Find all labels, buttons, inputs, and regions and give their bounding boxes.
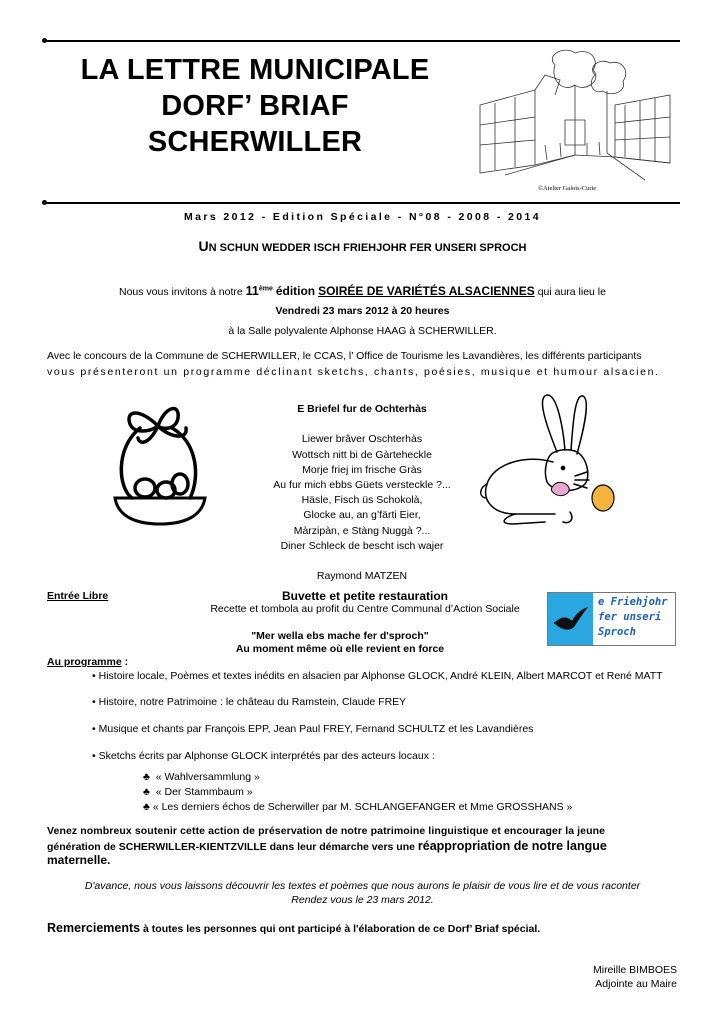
poem-line-6: Glocke au, an g’färti Eier, xyxy=(303,509,421,522)
buvette-title: Buvette et petite restauration xyxy=(281,589,449,603)
masthead-line-2: DORF’ BRIAF xyxy=(161,90,349,122)
easter-egg-basket-illustration xyxy=(110,398,210,528)
subtitle-initial: U xyxy=(198,238,209,254)
programme-item-4-text: Sketchs écrits par Alphonse GLOCK interprétés par des acteurs locaux : xyxy=(98,750,435,762)
programme-label: Au programme xyxy=(47,656,122,668)
programme-item-2 xyxy=(92,696,406,708)
programme-item-1 xyxy=(92,670,663,682)
masthead-line-1: LA LETTRE MUNICIPALE xyxy=(80,54,430,86)
programme-item-3-text: Musique et chants par François EPP, Jean Paul FREY, Fernand SCHULTZ et les Lavandières xyxy=(98,723,534,735)
friehjohr-logo xyxy=(547,592,676,646)
club-icon: ♣ xyxy=(143,786,150,798)
edition-superscript: ème xyxy=(258,285,273,293)
programme-colon: : xyxy=(121,656,129,668)
quote-line-2: Au moment même où elle revient en force xyxy=(235,643,445,655)
bullet-icon: • xyxy=(92,750,96,762)
event-venue: à la Salle polyvalente Alphonse HAAG à SCHERWILLER. xyxy=(228,325,497,337)
partners-line-2: vous présenteront un programme déclinant sketchs, chants, poésies, musique et humour alsacien. xyxy=(47,366,660,378)
village-street-sketch-illustration xyxy=(475,45,675,185)
sketch-item-3 xyxy=(143,801,572,813)
signature-role: Adjointe au Maire xyxy=(595,978,677,990)
appeal-line-3: maternelle. xyxy=(47,853,111,867)
sketch-item-2 xyxy=(143,786,253,798)
quote-line-1: "Mer wella ebs mache fer d'sproch" xyxy=(251,630,429,642)
appeal-line-2b: réappropriation de notre langue xyxy=(417,839,607,853)
bullet-icon: • xyxy=(92,670,96,682)
easter-rabbit-illustration xyxy=(475,392,620,527)
logo-text-line-1: e Friehjohr xyxy=(598,596,668,608)
appeal-line-2a: génération de SCHERWILLER-KIENTZVILLE dans leur démarche vers une xyxy=(47,841,415,853)
programme-item-3 xyxy=(92,723,533,735)
edition-line: Mars 2012 - Edition Spéciale - N°08 - 2008 - 2014 xyxy=(184,211,541,223)
poem-title: E Briefel fur de Ochterhàs xyxy=(297,403,427,415)
top-rule xyxy=(45,40,680,42)
partners-line-1: Avec le concours de la Commune de SCHERWILLER, le CCAS, l’ Office de Tourisme les Lavandières, les différents participants xyxy=(47,350,642,362)
bullet-icon: • xyxy=(92,723,96,735)
logo-text xyxy=(598,595,668,640)
buvette-subtitle: Recette et tombola au profit du Centre Communal d’Action Sociale xyxy=(210,603,520,615)
programme-item-4 xyxy=(92,750,435,762)
closing-line-1: D'avance, nous vous laissons découvrir les textes et poèmes que nous aurons le plaisir de vous lire et de vous raconter xyxy=(84,880,641,892)
sketch-item-2-text: « Der Stammbaum » xyxy=(155,786,253,798)
entree-libre: Entrée Libre xyxy=(47,590,109,602)
appeal-line-2 xyxy=(47,839,682,853)
club-icon: ♣ xyxy=(143,771,150,783)
programme-heading xyxy=(47,656,128,668)
programme-item-2-text: Histoire, notre Patrimoine : le château du Ramstein, Claude FREY xyxy=(98,696,407,708)
poem-block xyxy=(212,402,512,584)
poem-line-2: Wottsch nitt bi de Gàrteheckle xyxy=(292,448,432,461)
club-icon: ♣ xyxy=(143,801,150,813)
bird-logo-icon xyxy=(548,593,593,645)
event-date-time: Vendredi 23 mars 2012 à 20 heures xyxy=(275,305,450,317)
logo-text-line-2: fer unseri xyxy=(598,611,662,623)
programme-item-1-text: Histoire locale, Poèmes et textes inédits en alsacien par Alphonse GLOCK, André KLEIN, Albert MARCOT et René MATT xyxy=(98,670,663,682)
closing-line-2: Rendez vous le 23 mars 2012. xyxy=(291,894,434,906)
edition-number: 11 xyxy=(245,284,259,298)
invitation-line xyxy=(0,284,725,298)
poem-line-1: Liewer brâver Oschterhàs xyxy=(301,433,423,446)
illustration-credit: ©Atelier Galois-Curie xyxy=(538,185,597,192)
thanks-rest: à toutes les personnes qui ont participé à l'élaboration de ce Dorf’ Briaf spécial. xyxy=(143,923,541,935)
subtitle-rest: N SCHUN WEDDER ISCH FRIEHJOHR FER UNSERI SPROCH xyxy=(208,242,527,254)
sketch-item-1-text: « Wahlversammlung » xyxy=(155,771,260,783)
poem-line-5: Häsle, Fisch üs Schokolà, xyxy=(301,494,423,507)
poem-line-3: Morje friej im frische Gràs xyxy=(302,463,422,476)
poem-line-4: Au fur mich ebbs Güets versteckle ?... xyxy=(273,479,451,492)
sketch-item-1 xyxy=(143,771,260,783)
sketch-item-3-text: « Les derniers échos de Scherwiller par M. SCHLANGEFANGER et Mme GROSSHANS » xyxy=(152,801,573,813)
thanks-word: Remerciements xyxy=(47,921,141,935)
poem-line-7: Màrzipàn, e Stàng Nuggà ?... xyxy=(293,524,431,537)
appeal-line-1: Venez nombreux soutenir cette action de préservation de notre patrimoine linguistique et encourager la jeune xyxy=(47,825,606,837)
logo-text-line-3: Sproch xyxy=(598,626,636,638)
bullet-icon: • xyxy=(92,696,96,708)
second-rule xyxy=(45,202,680,204)
poem-author: Raymond MATZEN xyxy=(316,570,408,583)
poem-line-8: Diner Schleck de bescht isch wajer xyxy=(280,539,444,552)
signature-name: Mireille BIMBOES xyxy=(592,964,677,976)
subtitle xyxy=(0,238,725,254)
event-name: SOIRÉE DE VARIÉTÉS ALSACIENNES xyxy=(318,284,535,298)
masthead-line-3: SCHERWILLER xyxy=(147,126,363,158)
edition-word: édition xyxy=(275,284,316,298)
invitation-post: qui aura lieu le xyxy=(537,286,606,298)
thanks-line xyxy=(47,921,540,935)
invitation-pre: Nous vous invitons à notre xyxy=(119,286,243,298)
